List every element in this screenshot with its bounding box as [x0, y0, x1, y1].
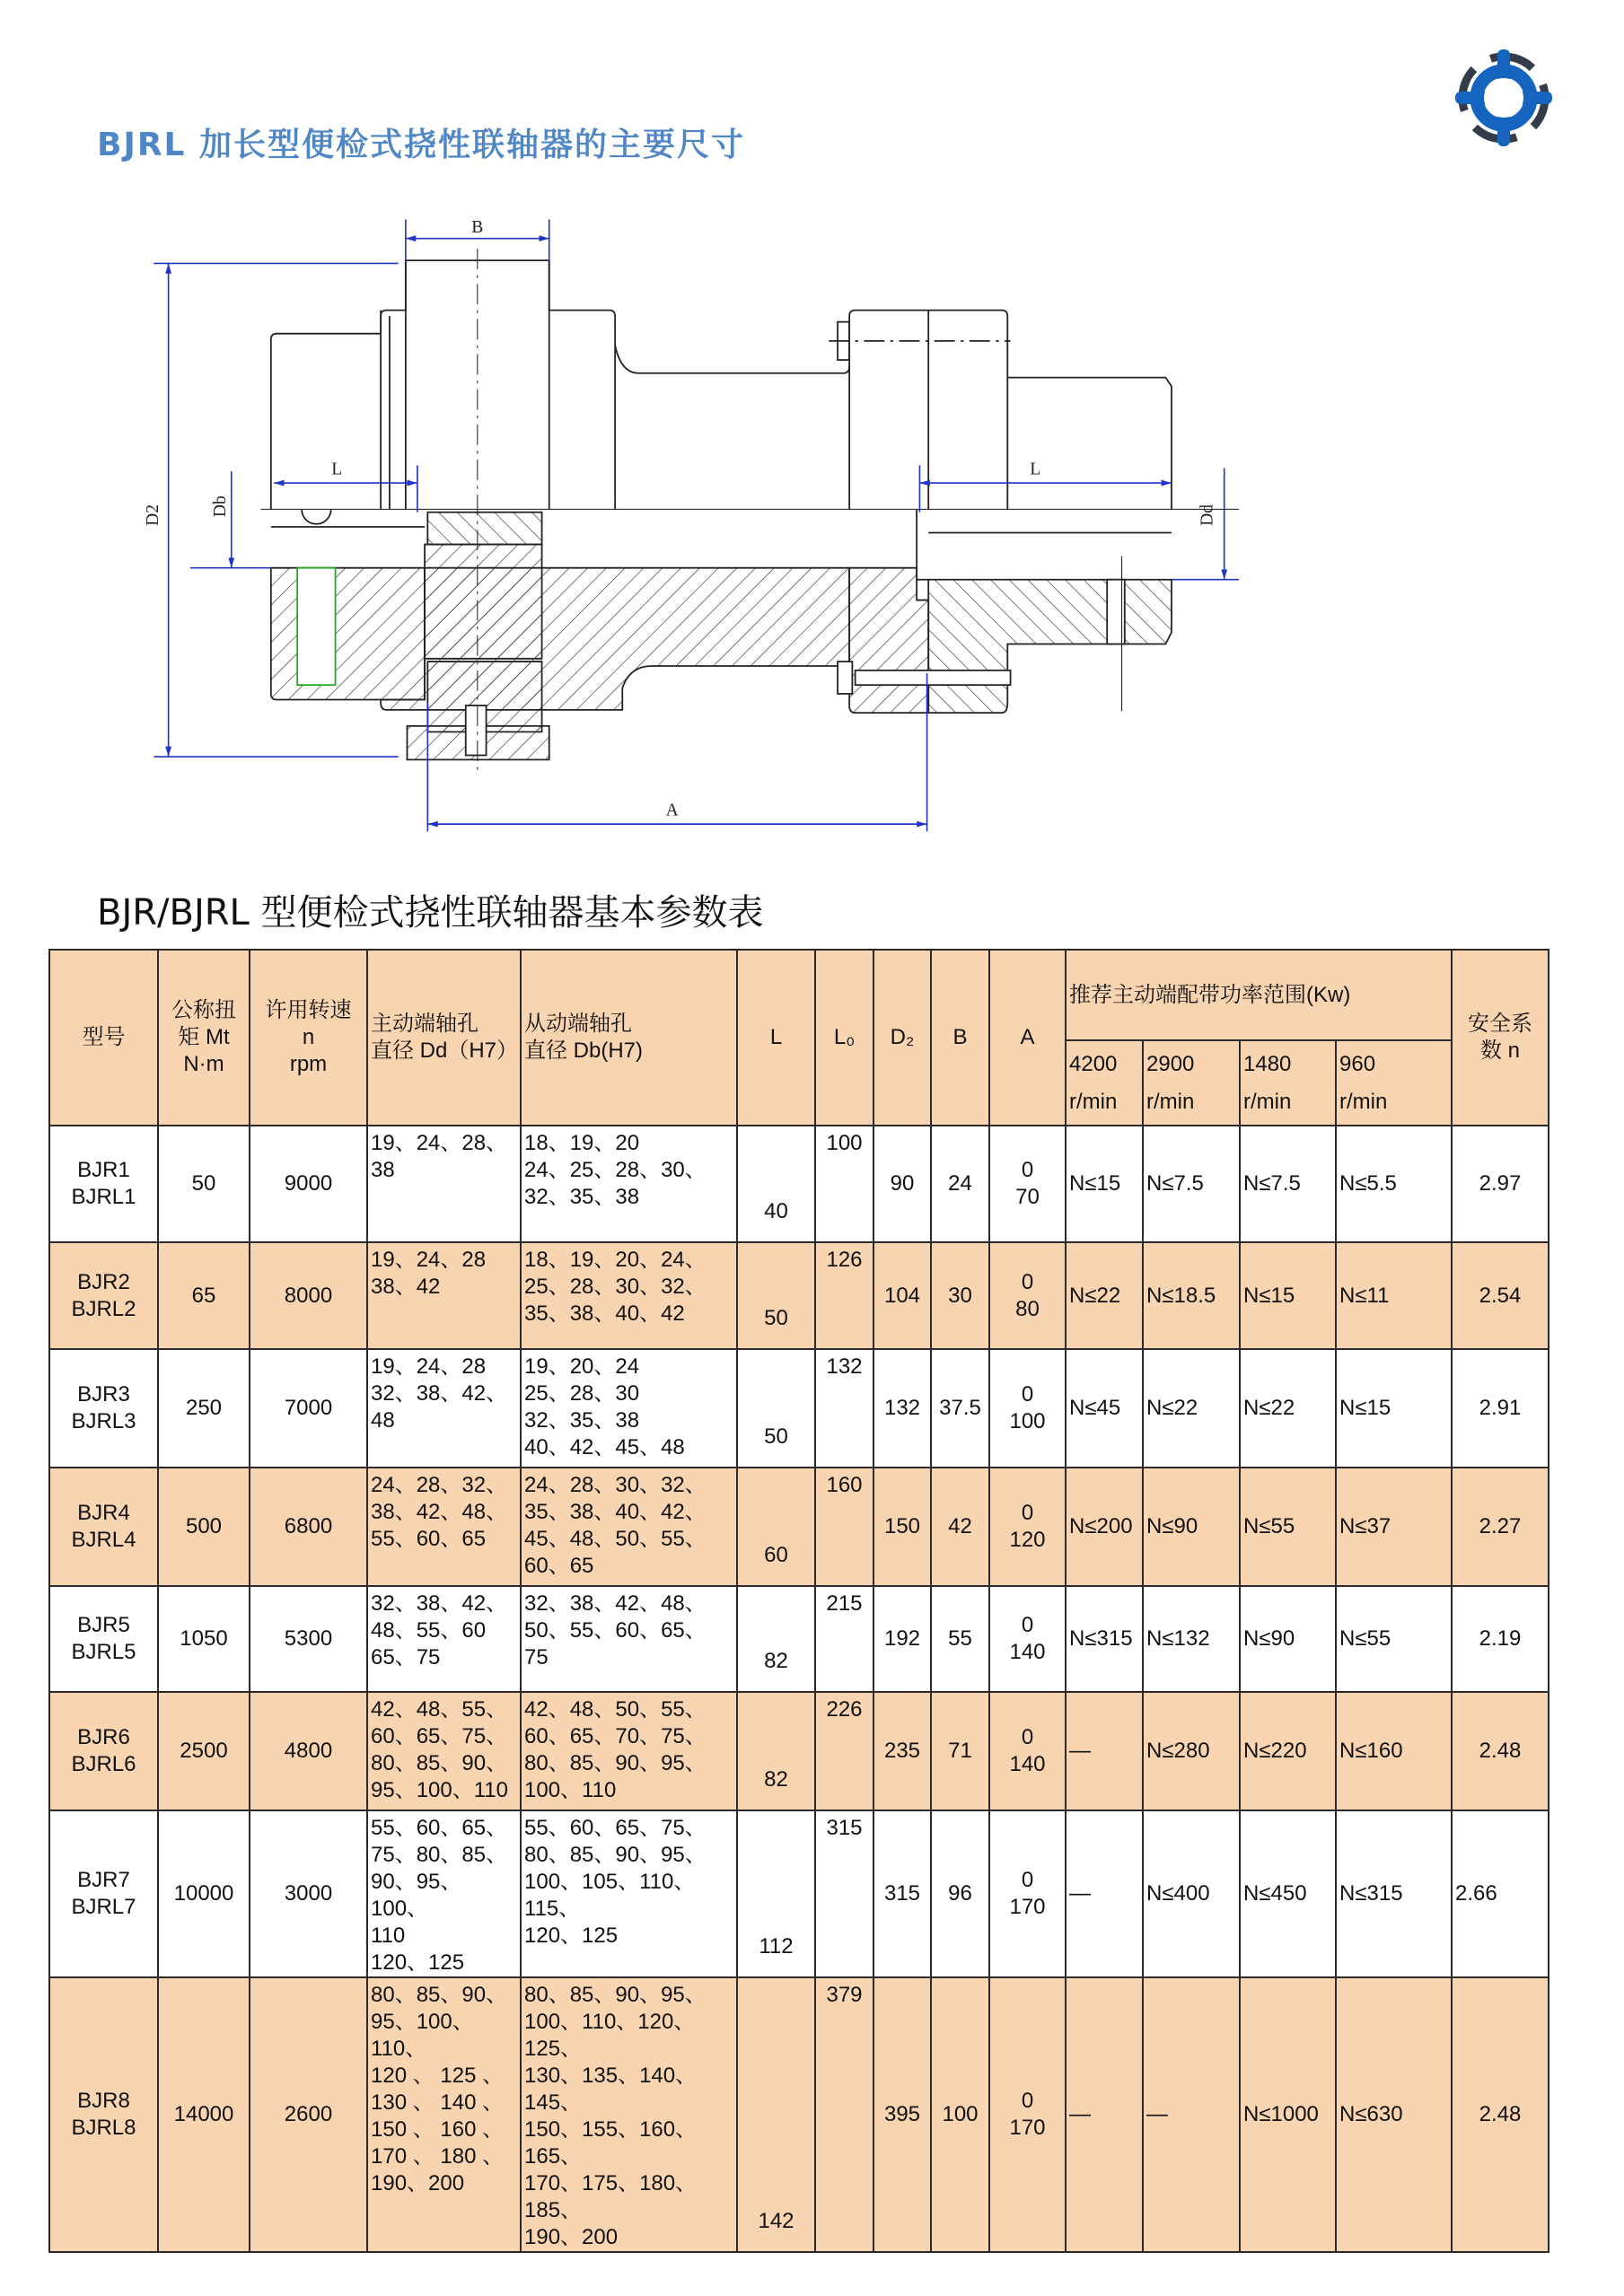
coupling-logo-icon	[1453, 47, 1555, 149]
parameter-table	[48, 949, 1549, 2253]
cell-l: 82	[737, 1692, 815, 1810]
cell-torque: 50	[158, 1126, 250, 1242]
cell-p2900: N≤132	[1143, 1586, 1240, 1692]
cell-model: BJR6 BJRL6	[49, 1692, 158, 1810]
cell-model: BJR3 BJRL3	[49, 1349, 158, 1468]
header-model: 型号	[49, 950, 158, 1126]
header-b: B	[931, 950, 989, 1126]
table-row	[49, 1468, 1549, 1586]
cell-model: BJR1 BJRL1	[49, 1126, 158, 1242]
cell-db: 18、19、20、24、 25、28、30、32、 35、38、40、42	[521, 1242, 737, 1349]
cell-l0: 379	[815, 1977, 873, 2252]
cell-a: 0 100	[989, 1349, 1066, 1468]
cell-b: 71	[931, 1692, 989, 1810]
cell-torque: 500	[158, 1468, 250, 1586]
cell-safety: 2.91	[1452, 1349, 1549, 1468]
cell-p1480: N≤90	[1240, 1586, 1336, 1692]
cell-a: 0 140	[989, 1692, 1066, 1810]
header-drive-bore: 主动端轴孔 直径 Dd（H7）	[367, 950, 521, 1126]
cell-dd: 32、38、42、 48、55、60 65、75	[367, 1586, 521, 1692]
cell-l0: 126	[815, 1242, 873, 1349]
header-d2: D₂	[873, 950, 931, 1126]
cell-dd: 55、60、65、 75、80、85、 90、95、100、 110 120、125	[367, 1810, 521, 1977]
dim-label-a: A	[665, 801, 679, 820]
cell-torque: 10000	[158, 1810, 250, 1977]
cell-speed: 3000	[250, 1810, 367, 1977]
cell-p960: N≤315	[1336, 1810, 1452, 1977]
header-safety-factor: 安全系 数 n	[1452, 950, 1549, 1126]
cell-p2900: N≤280	[1143, 1692, 1240, 1810]
table-row	[49, 1977, 1549, 2252]
cell-b: 30	[931, 1242, 989, 1349]
table-row	[49, 1126, 1549, 1242]
cell-a: 0 70	[989, 1126, 1066, 1242]
header-a: A	[989, 950, 1066, 1126]
cell-safety: 2.66	[1452, 1810, 1549, 1977]
cell-p4200: —	[1066, 1692, 1143, 1810]
cell-speed: 2600	[250, 1977, 367, 2252]
cell-b: 96	[931, 1810, 989, 1977]
cell-b: 37.5	[931, 1349, 989, 1468]
header-l0: L₀	[815, 950, 873, 1126]
cell-p4200: N≤200	[1066, 1468, 1143, 1586]
cell-l: 142	[737, 1977, 815, 2252]
cell-db: 42、48、50、55、 60、65、70、75、 80、85、90、95、 100、110	[521, 1692, 737, 1810]
header-power-2900: 2900 r/min	[1143, 1040, 1240, 1126]
cell-d2: 395	[873, 1977, 931, 2252]
cell-dd: 19、24、28 32、38、42、 48	[367, 1349, 521, 1468]
dim-label-l-right: L	[1030, 460, 1041, 479]
cell-p960: N≤630	[1336, 1977, 1452, 2252]
cell-p960: N≤55	[1336, 1586, 1452, 1692]
table-row	[49, 1349, 1549, 1468]
header-power-1480: 1480 r/min	[1240, 1040, 1336, 1126]
cell-torque: 65	[158, 1242, 250, 1349]
cell-p2900: N≤18.5	[1143, 1242, 1240, 1349]
cell-speed: 7000	[250, 1349, 367, 1468]
cell-b: 24	[931, 1126, 989, 1242]
cell-l0: 215	[815, 1586, 873, 1692]
cell-db: 55、60、65、75、 80、85、90、95、 100、105、110、115、 120、125	[521, 1810, 737, 1977]
cell-p2900: —	[1143, 1977, 1240, 2252]
cell-a: 0 170	[989, 1810, 1066, 1977]
cell-l0: 132	[815, 1349, 873, 1468]
cell-d2: 235	[873, 1692, 931, 1810]
cell-torque: 1050	[158, 1586, 250, 1692]
cell-p1480: N≤55	[1240, 1468, 1336, 1586]
dim-label-db: Db	[211, 495, 231, 518]
cell-p960: N≤37	[1336, 1468, 1452, 1586]
cell-p4200: N≤22	[1066, 1242, 1143, 1349]
cell-p1480: N≤220	[1240, 1692, 1336, 1810]
cell-p1480: N≤15	[1240, 1242, 1336, 1349]
cell-p4200: —	[1066, 1810, 1143, 1977]
cell-speed: 5300	[250, 1586, 367, 1692]
cell-model: BJR7 BJRL7	[49, 1810, 158, 1977]
dim-label-dd: Dd	[1198, 504, 1217, 526]
cell-p4200: N≤15	[1066, 1126, 1143, 1242]
cell-b: 100	[931, 1977, 989, 2252]
cell-a: 0 80	[989, 1242, 1066, 1349]
cell-safety: 2.54	[1452, 1242, 1549, 1349]
cell-l: 50	[737, 1242, 815, 1349]
cell-p4200: N≤45	[1066, 1349, 1143, 1468]
cell-dd: 24、28、32、 38、42、48、 55、60、65	[367, 1468, 521, 1586]
cell-speed: 9000	[250, 1126, 367, 1242]
cell-l0: 315	[815, 1810, 873, 1977]
cell-safety: 2.27	[1452, 1468, 1549, 1586]
cell-l: 60	[737, 1468, 815, 1586]
cell-b: 42	[931, 1468, 989, 1586]
cell-model: BJR8 BJRL8	[49, 1977, 158, 2252]
cell-d2: 132	[873, 1349, 931, 1468]
cell-d2: 315	[873, 1810, 931, 1977]
cell-speed: 6800	[250, 1468, 367, 1586]
dimension-lines	[154, 219, 1239, 831]
table-row	[49, 1692, 1549, 1810]
cell-l: 40	[737, 1126, 815, 1242]
table-title: BJR/BJRL 型便检式挠性联轴器基本参数表	[97, 892, 764, 933]
cell-safety: 2.48	[1452, 1692, 1549, 1810]
table-row	[49, 1242, 1549, 1349]
cell-p960: N≤5.5	[1336, 1126, 1452, 1242]
table-row	[49, 1586, 1549, 1692]
cell-l: 50	[737, 1349, 815, 1468]
cell-p960: N≤11	[1336, 1242, 1452, 1349]
header-speed: 许用转速 n rpm	[250, 950, 367, 1126]
cell-db: 80、85、90、95、 100、110、120、125、 130、135、140、145、 150、155、160、165、 170、175、180、185、 190、200	[521, 1977, 737, 2252]
cell-l0: 226	[815, 1692, 873, 1810]
cell-d2: 192	[873, 1586, 931, 1692]
cell-model: BJR5 BJRL5	[49, 1586, 158, 1692]
cell-dd: 42、48、55、 60、65、75、 80、85、90、 95、100、110	[367, 1692, 521, 1810]
cell-safety: 2.48	[1452, 1977, 1549, 2252]
header-power-960: 960 r/min	[1336, 1040, 1452, 1126]
cell-l: 82	[737, 1586, 815, 1692]
cell-speed: 8000	[250, 1242, 367, 1349]
cell-model: BJR4 BJRL4	[49, 1468, 158, 1586]
header-l: L	[737, 950, 815, 1126]
header-torque: 公称扭 矩 Mt N·m	[158, 950, 250, 1126]
cell-torque: 250	[158, 1349, 250, 1468]
cell-l0: 160	[815, 1468, 873, 1586]
cell-safety: 2.19	[1452, 1586, 1549, 1692]
cell-p1480: N≤22	[1240, 1349, 1336, 1468]
cell-p2900: N≤7.5	[1143, 1126, 1240, 1242]
cell-torque: 14000	[158, 1977, 250, 2252]
coupling-dimension-drawing	[139, 205, 1267, 849]
header-power-4200: 4200 r/min	[1066, 1040, 1143, 1126]
cell-dd: 19、24、28、 38	[367, 1126, 521, 1242]
cell-p1480: N≤1000	[1240, 1977, 1336, 2252]
page-title: BJRL 加长型便检式挠性联轴器的主要尺寸	[97, 127, 746, 163]
cell-speed: 4800	[250, 1692, 367, 1810]
coupling-outline	[271, 260, 1172, 759]
cell-model: BJR2 BJRL2	[49, 1242, 158, 1349]
dim-label-l-left: L	[331, 460, 343, 479]
cell-dd: 19、24、28 38、42	[367, 1242, 521, 1349]
table-row	[49, 1810, 1549, 1977]
cell-p960: N≤15	[1336, 1349, 1452, 1468]
dim-label-d2: D2	[144, 504, 163, 526]
cell-db: 24、28、30、32、 35、38、40、42、 45、48、50、55、 60、65	[521, 1468, 737, 1586]
cell-d2: 104	[873, 1242, 931, 1349]
cell-p2900: N≤22	[1143, 1349, 1240, 1468]
cell-p2900: N≤90	[1143, 1468, 1240, 1586]
cell-b: 55	[931, 1586, 989, 1692]
cell-a: 0 170	[989, 1977, 1066, 2252]
cell-p4200: —	[1066, 1977, 1143, 2252]
cell-p4200: N≤315	[1066, 1586, 1143, 1692]
cell-d2: 90	[873, 1126, 931, 1242]
header-power-range: 推荐主动端配带功率范围(Kw)	[1066, 950, 1452, 1040]
cell-dd: 80、85、90、 95、100、110、 120 、 125 、 130 、 140 、 150 、 160 、 170 、 180 、 190、200	[367, 1977, 521, 2252]
cell-db: 32、38、42、48、 50、55、60、65、 75	[521, 1586, 737, 1692]
dim-label-b: B	[471, 218, 484, 238]
header-driven-bore: 从动端轴孔 直径 Db(H7)	[521, 950, 737, 1126]
cell-l0: 100	[815, 1126, 873, 1242]
cell-a: 0 120	[989, 1468, 1066, 1586]
cell-db: 19、20、24 25、28、30 32、35、38 40、42、45、48	[521, 1349, 737, 1468]
cell-a: 0 140	[989, 1586, 1066, 1692]
cell-d2: 150	[873, 1468, 931, 1586]
cell-db: 18、19、20 24、25、28、30、 32、35、38	[521, 1126, 737, 1242]
cell-p1480: N≤7.5	[1240, 1126, 1336, 1242]
cell-l: 112	[737, 1810, 815, 1977]
cell-p960: N≤160	[1336, 1692, 1452, 1810]
cell-p2900: N≤400	[1143, 1810, 1240, 1977]
cell-torque: 2500	[158, 1692, 250, 1810]
cell-safety: 2.97	[1452, 1126, 1549, 1242]
cell-p1480: N≤450	[1240, 1810, 1336, 1977]
